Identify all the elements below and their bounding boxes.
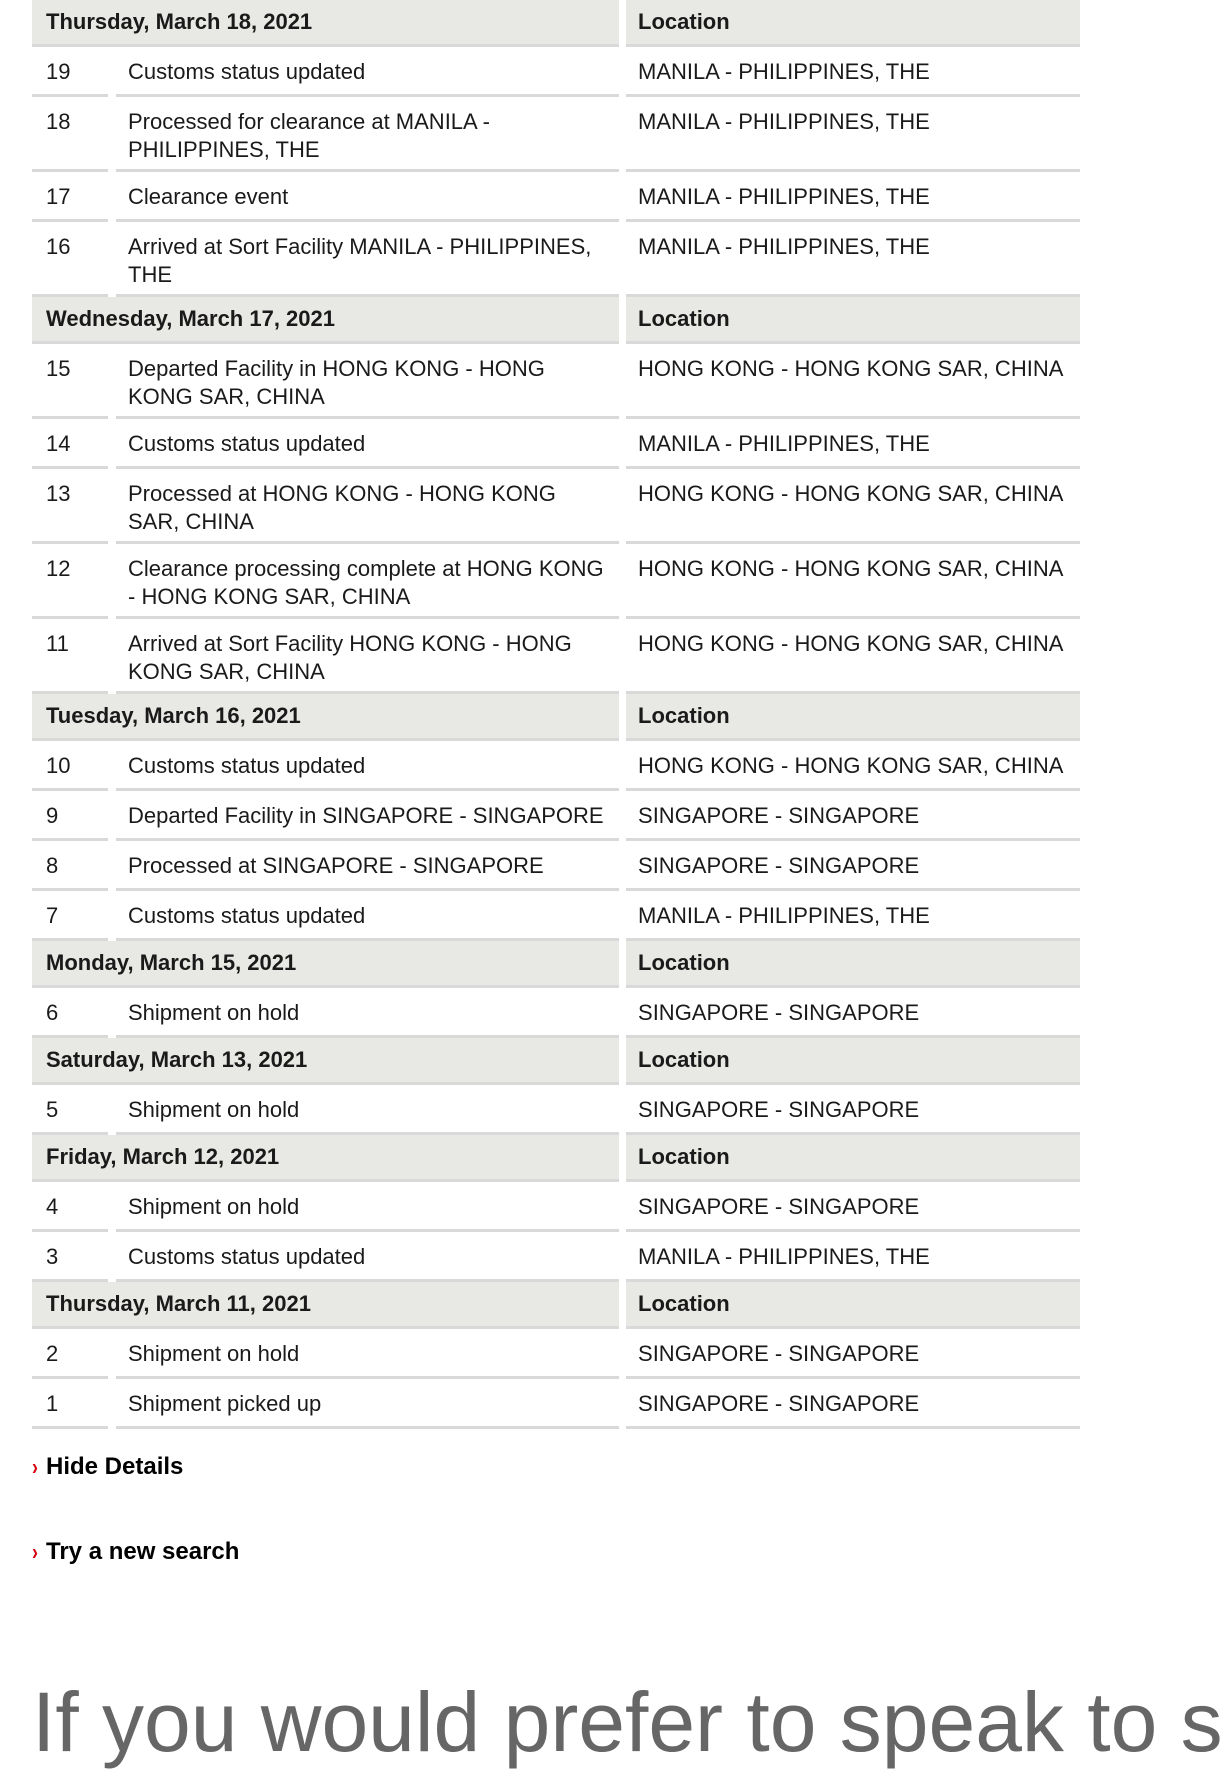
event-row: [32, 97, 1080, 172]
location-header-label: Location: [626, 694, 1080, 741]
event-row: [32, 47, 1080, 97]
event-row: [32, 419, 1080, 469]
event-description-cell: [116, 741, 626, 791]
event-location-cell: [626, 47, 1080, 97]
location-header-label: Location: [626, 1038, 1080, 1085]
event-row: [32, 841, 1080, 891]
event-location-cell: [626, 1329, 1080, 1379]
event-description: Shipment on hold: [116, 1182, 619, 1232]
location-header-label: Location: [626, 297, 1080, 344]
location-column-header: [626, 1038, 1080, 1085]
event-row: [32, 344, 1080, 419]
day-date-label: Wednesday, March 17, 2021: [32, 297, 619, 344]
day-date-label: Thursday, March 11, 2021: [32, 1282, 619, 1329]
hide-details-link[interactable]: [32, 1447, 1080, 1487]
day-date-label: Tuesday, March 16, 2021: [32, 694, 619, 741]
event-location-cell: [626, 544, 1080, 619]
event-description-cell: [116, 1232, 626, 1282]
event-location-cell: [626, 891, 1080, 941]
event-description: Customs status updated: [116, 47, 619, 97]
event-location: MANILA - PHILIPPINES, THE: [626, 222, 1080, 297]
event-row: [32, 1182, 1080, 1232]
event-description-cell: [116, 222, 626, 297]
event-location: MANILA - PHILIPPINES, THE: [626, 1232, 1080, 1282]
event-number: 12: [32, 544, 108, 619]
event-location: HONG KONG - HONG KONG SAR, CHINA: [626, 741, 1080, 791]
event-location-cell: [626, 1182, 1080, 1232]
location-column-header: [626, 297, 1080, 344]
event-number: 2: [32, 1329, 108, 1379]
event-description: Processed at SINGAPORE - SINGAPORE: [116, 841, 619, 891]
event-description: Arrived at Sort Facility MANILA - PHILIPPINES, THE: [116, 222, 619, 297]
event-description-cell: [116, 1085, 626, 1135]
event-number: 16: [32, 222, 108, 297]
event-location: SINGAPORE - SINGAPORE: [626, 1329, 1080, 1379]
new-search-link[interactable]: [32, 1532, 1080, 1572]
event-description-cell: [116, 344, 626, 419]
event-description-cell: [116, 47, 626, 97]
event-row: [32, 469, 1080, 544]
event-location-cell: [626, 469, 1080, 544]
event-description: Departed Facility in HONG KONG - HONG KONG SAR, CHINA: [116, 344, 619, 419]
event-location: HONG KONG - HONG KONG SAR, CHINA: [626, 619, 1080, 694]
new-search-label: Try a new search: [46, 1538, 240, 1565]
event-number-cell: [32, 988, 116, 1038]
location-column-header: [626, 941, 1080, 988]
event-row: [32, 988, 1080, 1038]
location-column-header: [626, 1282, 1080, 1329]
event-row: [32, 619, 1080, 694]
event-number-cell: [32, 47, 116, 97]
event-number: 18: [32, 97, 108, 172]
location-column-header: [626, 0, 1080, 47]
event-number-cell: [32, 1329, 116, 1379]
day-header-date: [32, 941, 626, 988]
event-location-cell: [626, 1085, 1080, 1135]
event-description: Departed Facility in SINGAPORE - SINGAPORE: [116, 791, 619, 841]
event-location-cell: [626, 619, 1080, 694]
event-number: 7: [32, 891, 108, 941]
event-location: SINGAPORE - SINGAPORE: [626, 988, 1080, 1038]
event-row: [32, 1329, 1080, 1379]
event-number-cell: [32, 544, 116, 619]
event-number: 5: [32, 1085, 108, 1135]
event-location: SINGAPORE - SINGAPORE: [626, 1379, 1080, 1429]
day-header-row: [32, 1282, 1080, 1329]
event-description: Processed at HONG KONG - HONG KONG SAR, CHINA: [116, 469, 619, 544]
event-row: [32, 544, 1080, 619]
event-location-cell: [626, 172, 1080, 222]
event-location: MANILA - PHILIPPINES, THE: [626, 97, 1080, 172]
event-location: SINGAPORE - SINGAPORE: [626, 841, 1080, 891]
hide-details-label: Hide Details: [46, 1453, 184, 1480]
event-location-cell: [626, 222, 1080, 297]
event-number: 17: [32, 172, 108, 222]
event-number-cell: [32, 222, 116, 297]
event-description: Clearance processing complete at HONG KONG - HONG KONG SAR, CHINA: [116, 544, 619, 619]
event-description-cell: [116, 619, 626, 694]
day-header-date: [32, 297, 626, 344]
event-location-cell: [626, 791, 1080, 841]
event-number-cell: [32, 891, 116, 941]
day-header-date: [32, 1038, 626, 1085]
event-location: HONG KONG - HONG KONG SAR, CHINA: [626, 469, 1080, 544]
event-number: 4: [32, 1182, 108, 1232]
event-row: [32, 172, 1080, 222]
chevron-right-icon: ›: [32, 1453, 38, 1480]
location-column-header: [626, 1135, 1080, 1182]
event-description-cell: [116, 1379, 626, 1429]
day-date-label: Thursday, March 18, 2021: [32, 0, 619, 47]
event-description: Processed for clearance at MANILA - PHILIPPINES, THE: [116, 97, 619, 172]
event-description: Customs status updated: [116, 419, 619, 469]
location-column-header: [626, 694, 1080, 741]
contact-callout-heading: If you would prefer to speak to s: [32, 1675, 1223, 1769]
event-number-cell: [32, 97, 116, 172]
event-description-cell: [116, 1329, 626, 1379]
event-description-cell: [116, 419, 626, 469]
location-header-label: Location: [626, 0, 1080, 47]
event-number: 1: [32, 1379, 108, 1429]
day-header-row: [32, 0, 1080, 47]
day-date-label: Friday, March 12, 2021: [32, 1135, 619, 1182]
event-description: Shipment on hold: [116, 1329, 619, 1379]
event-row: [32, 741, 1080, 791]
event-location: MANILA - PHILIPPINES, THE: [626, 172, 1080, 222]
location-header-label: Location: [626, 1282, 1080, 1329]
day-date-label: Monday, March 15, 2021: [32, 941, 619, 988]
event-number: 10: [32, 741, 108, 791]
day-header-row: [32, 1135, 1080, 1182]
event-number: 8: [32, 841, 108, 891]
event-number: 9: [32, 791, 108, 841]
day-header-row: [32, 1038, 1080, 1085]
event-location: HONG KONG - HONG KONG SAR, CHINA: [626, 544, 1080, 619]
event-row: [32, 791, 1080, 841]
shipment-events-table: [32, 0, 1080, 1429]
events-body: [32, 0, 1080, 1429]
day-date-label: Saturday, March 13, 2021: [32, 1038, 619, 1085]
event-description: Customs status updated: [116, 891, 619, 941]
event-row: [32, 1232, 1080, 1282]
event-location-cell: [626, 741, 1080, 791]
event-location-cell: [626, 97, 1080, 172]
event-description: Customs status updated: [116, 741, 619, 791]
event-number: 6: [32, 988, 108, 1038]
event-row: [32, 222, 1080, 297]
event-description-cell: [116, 469, 626, 544]
day-header-date: [32, 0, 626, 47]
event-location: SINGAPORE - SINGAPORE: [626, 1085, 1080, 1135]
event-number: 3: [32, 1232, 108, 1282]
event-location: MANILA - PHILIPPINES, THE: [626, 419, 1080, 469]
day-header-date: [32, 1282, 626, 1329]
event-location-cell: [626, 1379, 1080, 1429]
event-description: Shipment on hold: [116, 988, 619, 1038]
event-location: SINGAPORE - SINGAPORE: [626, 1182, 1080, 1232]
event-number-cell: [32, 344, 116, 419]
location-header-label: Location: [626, 1135, 1080, 1182]
event-description: Shipment on hold: [116, 1085, 619, 1135]
day-header-date: [32, 694, 626, 741]
event-number: 15: [32, 344, 108, 419]
event-number-cell: [32, 1232, 116, 1282]
event-description-cell: [116, 988, 626, 1038]
event-number-cell: [32, 172, 116, 222]
event-location-cell: [626, 419, 1080, 469]
day-header-date: [32, 1135, 626, 1182]
event-description-cell: [116, 791, 626, 841]
event-description: Clearance event: [116, 172, 619, 222]
event-description: Customs status updated: [116, 1232, 619, 1282]
event-description-cell: [116, 1182, 626, 1232]
event-number: 14: [32, 419, 108, 469]
day-header-row: [32, 941, 1080, 988]
event-number-cell: [32, 1085, 116, 1135]
event-row: [32, 1379, 1080, 1429]
event-location: HONG KONG - HONG KONG SAR, CHINA: [626, 344, 1080, 419]
event-number: 13: [32, 469, 108, 544]
event-number-cell: [32, 469, 116, 544]
event-location-cell: [626, 988, 1080, 1038]
event-description-cell: [116, 544, 626, 619]
event-number: 11: [32, 619, 108, 694]
event-location-cell: [626, 841, 1080, 891]
event-location: SINGAPORE - SINGAPORE: [626, 791, 1080, 841]
event-number-cell: [32, 619, 116, 694]
event-number-cell: [32, 1379, 116, 1429]
day-header-row: [32, 297, 1080, 344]
event-number-cell: [32, 419, 116, 469]
event-location: MANILA - PHILIPPINES, THE: [626, 891, 1080, 941]
event-location-cell: [626, 1232, 1080, 1282]
day-header-row: [32, 694, 1080, 741]
event-number-cell: [32, 791, 116, 841]
event-location: MANILA - PHILIPPINES, THE: [626, 47, 1080, 97]
event-number-cell: [32, 1182, 116, 1232]
event-number-cell: [32, 841, 116, 891]
location-header-label: Location: [626, 941, 1080, 988]
event-description: Arrived at Sort Facility HONG KONG - HONG KONG SAR, CHINA: [116, 619, 619, 694]
event-description: Shipment picked up: [116, 1379, 619, 1429]
event-number-cell: [32, 741, 116, 791]
event-description-cell: [116, 97, 626, 172]
event-number: 19: [32, 47, 108, 97]
event-description-cell: [116, 891, 626, 941]
detail-links: [32, 1447, 1080, 1572]
chevron-right-icon: ›: [32, 1538, 38, 1565]
event-row: [32, 891, 1080, 941]
event-location-cell: [626, 344, 1080, 419]
event-description-cell: [116, 841, 626, 891]
event-description-cell: [116, 172, 626, 222]
event-row: [32, 1085, 1080, 1135]
